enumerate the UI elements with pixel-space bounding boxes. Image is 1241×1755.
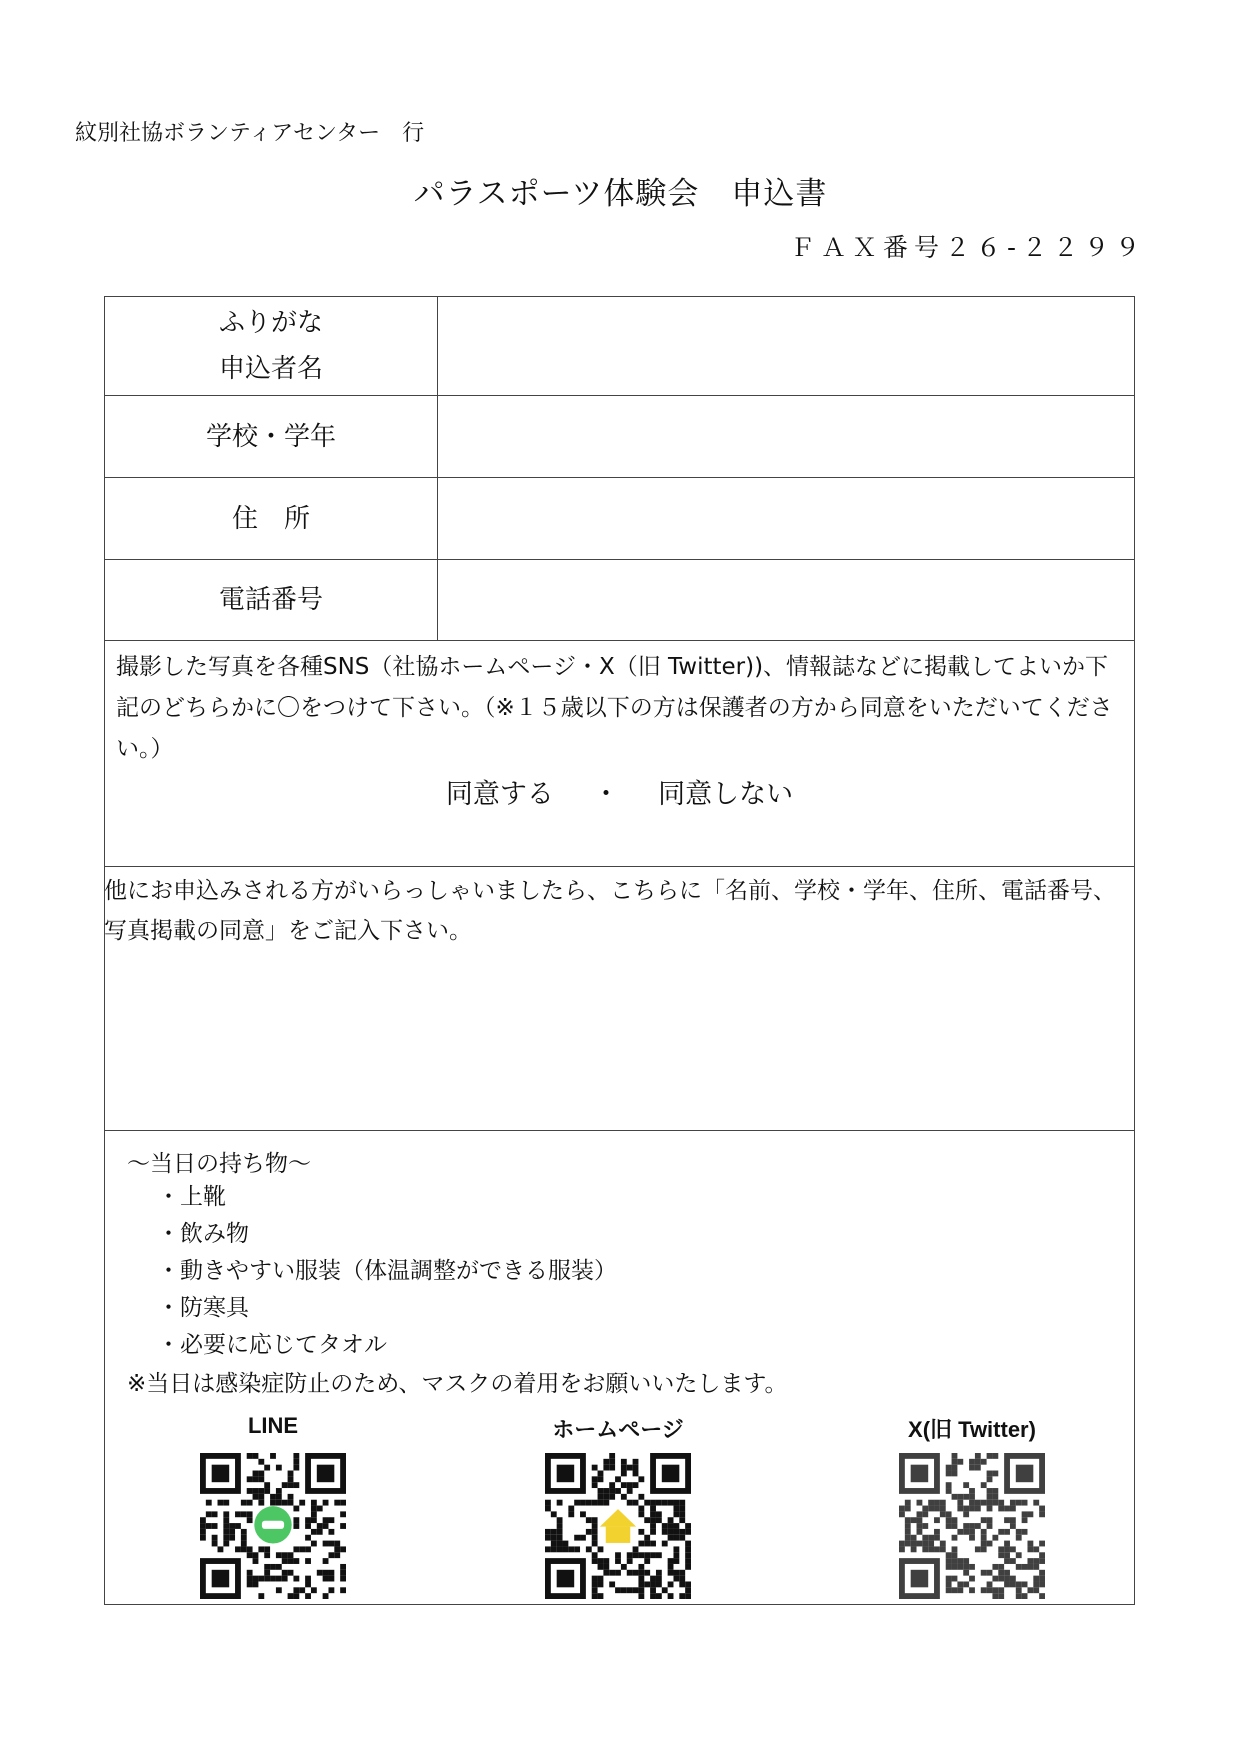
list-item: ・ 動きやすい服装（体温調整ができる服装） bbox=[157, 1253, 617, 1290]
furigana-label: ふりがな bbox=[218, 308, 323, 338]
homepage-qr-block bbox=[518, 1413, 718, 1599]
others-text: 他にお申込みされる方がいらっしゃいましたら、こちらに「名前、学校・学年、住所、電話番号、写真掲載の同意」をご記入下さい。 bbox=[104, 878, 1116, 944]
belongings-list bbox=[157, 1179, 617, 1364]
consent-text: 撮影した写真を各種SNS（社協ホームページ・X（旧 Twitter))、情報誌などに掲載してよいか下記のどちらかに〇をつけて下さい。（※１５歳以下の方は保護者の方から同意をいただいてください。） bbox=[116, 654, 1113, 762]
address-field[interactable] bbox=[438, 478, 1134, 559]
name-row bbox=[105, 297, 1134, 396]
consent-row bbox=[105, 641, 1134, 867]
name-label bbox=[105, 297, 438, 395]
line-qr-label: LINE bbox=[247, 1413, 299, 1438]
belongings-row bbox=[105, 1131, 1134, 1603]
list-item: ・ 上靴 bbox=[157, 1179, 617, 1216]
address-row bbox=[105, 478, 1134, 560]
application-form bbox=[104, 296, 1135, 1605]
line-qr-block bbox=[173, 1413, 373, 1599]
x-qr-block bbox=[872, 1413, 1072, 1599]
page-title: パラスポーツ体験会 申込書 bbox=[413, 176, 828, 212]
home-icon bbox=[600, 1509, 636, 1543]
phone-row bbox=[105, 560, 1134, 641]
list-item: ・ 防寒具 bbox=[157, 1290, 617, 1327]
x-qr-label: X(旧 Twitter) bbox=[908, 1417, 1036, 1442]
fax-number: ＦＡＸ番号２６-２２９９ bbox=[789, 233, 1146, 262]
list-item: ・ 必要に応じてタオル bbox=[157, 1327, 617, 1364]
name-field[interactable] bbox=[438, 297, 1134, 395]
school-label: 学校・学年 bbox=[105, 396, 438, 477]
school-row bbox=[105, 396, 1134, 478]
consent-yes-option[interactable]: 同意する bbox=[445, 779, 554, 810]
mask-note: ※当日は感染症防止のため、マスクの着用をお願いいたします。 bbox=[127, 1371, 788, 1397]
list-item: ・ 飲み物 bbox=[157, 1216, 617, 1253]
consent-separator: ・ bbox=[592, 779, 620, 810]
applicant-name-label: 申込者名 bbox=[218, 354, 323, 384]
homepage-qr-code[interactable] bbox=[545, 1453, 691, 1599]
line-logo-icon bbox=[254, 1506, 291, 1543]
consent-choices bbox=[104, 772, 1135, 811]
phone-label: 電話番号 bbox=[105, 560, 438, 640]
others-row bbox=[105, 867, 1134, 1131]
address-label: 住 所 bbox=[105, 478, 438, 559]
x-qr-code[interactable] bbox=[899, 1453, 1045, 1599]
phone-field[interactable] bbox=[438, 560, 1134, 640]
line-qr-code[interactable] bbox=[200, 1453, 346, 1599]
belongings-title: ～当日の持ち物～ bbox=[127, 1151, 311, 1177]
school-field[interactable] bbox=[438, 396, 1134, 477]
homepage-qr-label: ホームページ bbox=[552, 1417, 684, 1442]
consent-no-option[interactable]: 同意しない bbox=[658, 779, 794, 810]
addressee: 紋別社協ボランティアセンター 行 bbox=[75, 121, 425, 146]
